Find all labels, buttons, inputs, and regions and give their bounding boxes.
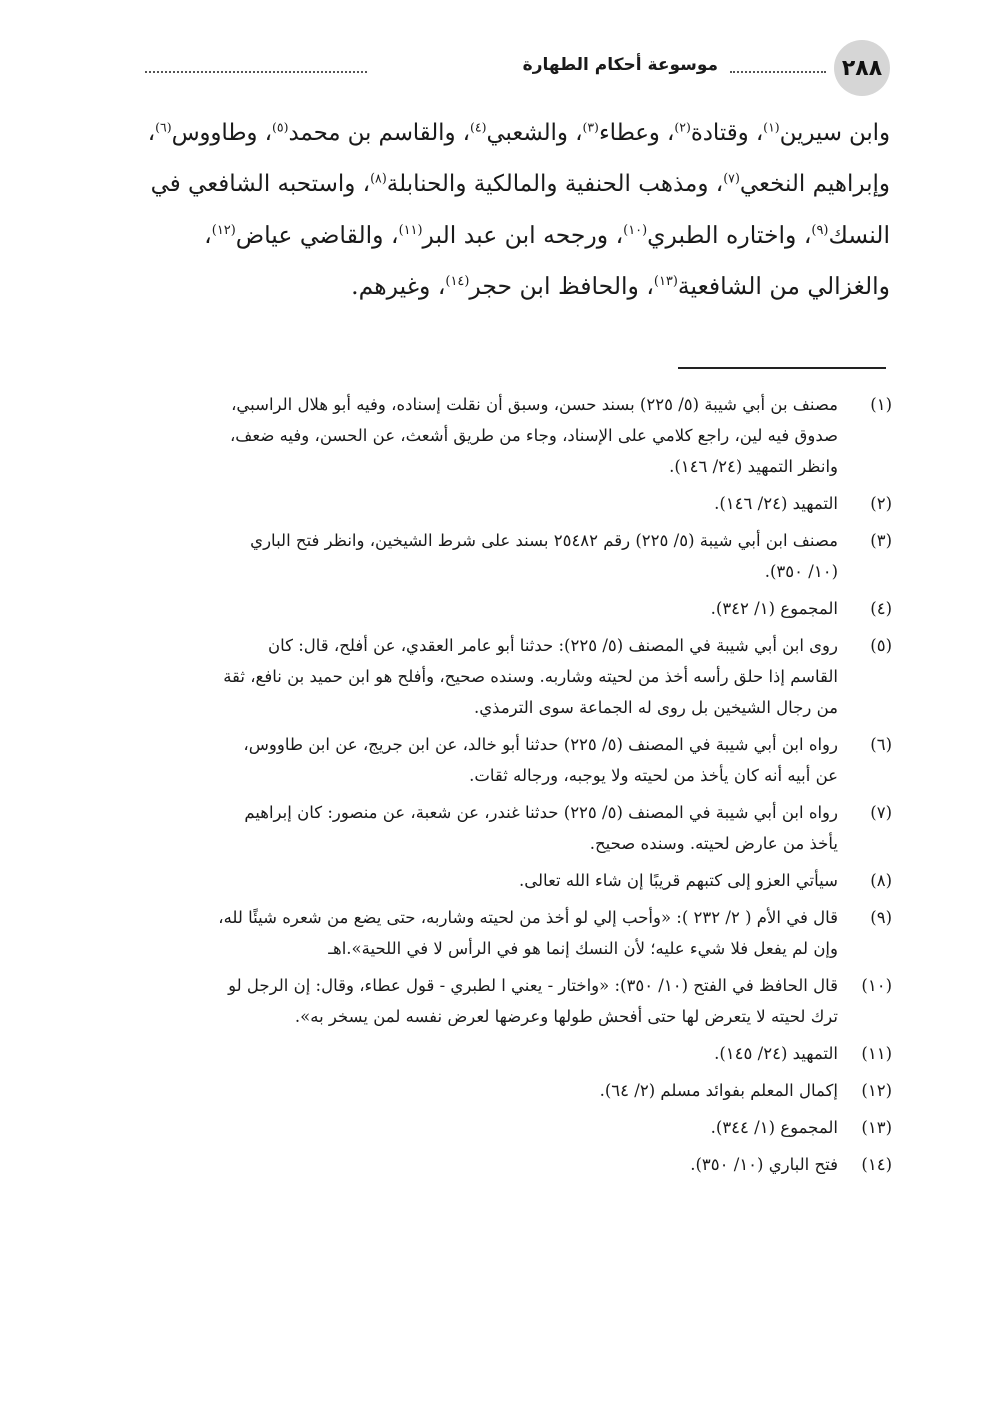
- footnote-text: [140, 1112, 838, 1143]
- footnote-line: وانظر التمهيد (٢٤/ ١٤٦).: [669, 457, 838, 476]
- footnote-number: (٣): [870, 531, 892, 550]
- footnotes: [140, 389, 892, 1186]
- footnote-text: [140, 797, 838, 859]
- footnote-text: [140, 488, 838, 519]
- footnote-item: [140, 1149, 892, 1180]
- footnote-line: التمهيد (٢٤/ ١٤٦).: [714, 494, 838, 513]
- footnote-number: (٩): [870, 908, 892, 927]
- footnote-number: (١٤): [861, 1155, 892, 1174]
- footnote-line: يأخذ من عارض لحيته. وسنده صحيح.: [589, 834, 838, 853]
- footnote-ref[interactable]: (٣): [582, 119, 599, 135]
- header-dotted-rule-left: [145, 71, 367, 73]
- text-run: ، وطاووس: [171, 120, 272, 146]
- main-text: [145, 108, 890, 312]
- footnote-number: (١٣): [861, 1118, 892, 1137]
- footnote-text: [140, 1038, 838, 1069]
- footnote-separator: [678, 367, 886, 369]
- footnote-ref[interactable]: (٨): [370, 170, 387, 186]
- footnote-item: [140, 389, 892, 482]
- footnote-item: [140, 902, 892, 964]
- footnote-item: [140, 865, 892, 896]
- footnote-ref[interactable]: (١): [763, 119, 780, 135]
- footnote-item: [140, 525, 892, 587]
- text-run: والغزالي من الشافعية: [677, 272, 890, 300]
- footnote-line: صدوق فيه لين، راجع كلامي على الإسناد، وجاء من طريق أشعث، عن الحسن، وفيه ضعف،: [229, 426, 838, 445]
- footnote-item: [140, 593, 892, 624]
- footnote-line: روى ابن أبي شيبة في المصنف (٥/ ٢٢٥): حدثنا أبو عامر العقدي، عن أفلح، قال: كان: [267, 636, 838, 655]
- footnote-text: [140, 1075, 838, 1106]
- text-run: وابن سيرين: [779, 120, 890, 146]
- footnote-item: [140, 1112, 892, 1143]
- footnote-line: وإن لم يفعل فلا شيء عليه؛ لأن النسك إنما هو في الرأس لا في اللحية».اهـ: [328, 939, 838, 958]
- text-run: ،: [147, 120, 156, 146]
- footnote-item: [140, 1075, 892, 1106]
- footnote-text: [140, 970, 838, 1032]
- footnote-line: إكمال المعلم بفوائد مسلم (٢/ ٦٤).: [599, 1081, 838, 1100]
- main-text-line: [145, 210, 890, 261]
- footnote-number: (٨): [870, 871, 892, 890]
- text-run: ، والحافظ ابن حجر: [469, 272, 654, 300]
- text-run: وإبراهيم النخعي: [739, 171, 890, 197]
- footnote-ref[interactable]: (١٤): [445, 274, 470, 290]
- footnote-line: قال في الأم ( ٢/ ٢٣٢ ): «وأحب إلي لو أخذ من لحيته وشاربه، حتى يضع من شعره شيئًا لله،: [218, 908, 838, 927]
- footnote-item: [140, 630, 892, 723]
- text-run: ،: [204, 221, 212, 249]
- footnote-text: [140, 630, 838, 723]
- footnote-line: عن أبيه أنه كان يأخذ من لحيته ولا يوجبه، ورجاله ثقات.: [469, 766, 838, 785]
- footnote-line: من رجال الشيخين بل روى له الجماعة سوى الترمذي.: [474, 698, 838, 717]
- text-run: ، وقتادة: [690, 120, 764, 146]
- text-run: ، ورجحه ابن عبد البر: [422, 221, 624, 249]
- footnote-item: [140, 729, 892, 791]
- footnote-number: (٢): [870, 494, 892, 513]
- footnote-ref[interactable]: (١٢): [211, 223, 236, 239]
- main-text-line: [145, 159, 890, 210]
- footnote-line: مصنف ابن أبي شيبة (٥/ ٢٢٥) رقم ٢٥٤٨٢ بسند على شرط الشيخين، وانظر فتح الباري: [250, 531, 838, 550]
- footnote-number: (٤): [870, 599, 892, 618]
- footnote-ref[interactable]: (٧): [723, 170, 740, 186]
- footnote-line: قال الحافظ في الفتح (١٠/ ٣٥٠): «واختار - يعني ا لطبري - قول عطاء، وقال: إن الرجل لو: [228, 976, 838, 995]
- text-run: ، والقاضي عياض: [235, 221, 399, 249]
- footnote-number: (٧): [870, 803, 892, 822]
- header-dotted-rule-right: [730, 71, 826, 73]
- text-run: ، والقاسم بن محمد: [288, 120, 471, 146]
- footnote-item: [140, 1038, 892, 1069]
- footnote-number: (١٠): [861, 976, 892, 995]
- footnote-line: رواه ابن أبي شيبة في المصنف (٥/ ٢٢٥) حدثنا أبو خالد، عن ابن جريج، عن ابن طاووس،: [243, 735, 838, 754]
- footnote-text: [140, 1149, 838, 1180]
- footnote-number: (٥): [870, 636, 892, 655]
- main-text-line: [145, 261, 890, 312]
- footnote-text: [140, 593, 838, 624]
- footnote-number: (٦): [870, 735, 892, 754]
- text-run: ، ومذهب الحنفية والمالكية والحنابلة: [386, 171, 724, 197]
- footnote-line: سيأتي العزو إلى كتبهم قريبًا إن شاء الله تعالى.: [519, 871, 838, 890]
- footnote-ref[interactable]: (٥): [271, 119, 289, 135]
- footnote-line: مصنف بن أبي شيبة (٥/ ٢٢٥) بسند حسن، وسبق أن نقلت إسناده، وفيه أبو هلال الراسبي،: [231, 395, 838, 414]
- running-title: موسوعة أحكام الطهارة: [513, 55, 728, 75]
- footnote-line: القاسم إذا حلق رأسه أخذ من لحيته وشاربه. وسنده صحيح، وأفلح هو ابن حميد بن نافع، ثقة: [223, 667, 838, 686]
- footnote-text: [140, 389, 838, 482]
- footnote-ref[interactable]: (١٠): [623, 223, 648, 239]
- footnote-text: [140, 865, 838, 896]
- footnote-ref[interactable]: (٦): [155, 119, 172, 135]
- footnote-line: ترك لحيته لا يتعرض لها حتى أفحش طولها وعرضها لعرض نفسه لمن يسخر به».: [294, 1007, 838, 1026]
- footnote-line: المجموع (١/ ٣٤٤).: [710, 1118, 838, 1137]
- footnote-text: [140, 729, 838, 791]
- page-number-badge: ٢٨٨: [834, 40, 890, 96]
- footnote-text: [140, 525, 838, 587]
- footnote-item: [140, 797, 892, 859]
- footnote-line: فتح الباري (١٠/ ٣٥٠).: [690, 1155, 838, 1174]
- text-run: ، والشعبي: [486, 120, 583, 146]
- footnote-number: (١): [870, 395, 892, 414]
- footnote-number: (١١): [861, 1044, 892, 1063]
- footnote-line: التمهيد (٢٤/ ١٤٥).: [714, 1044, 838, 1063]
- text-run: ، وغيرهم.: [351, 272, 446, 300]
- footnote-line: (١٠/ ٣٥٠).: [764, 562, 838, 581]
- footnote-ref[interactable]: (١١): [398, 223, 423, 239]
- text-run: ، واختاره الطبري: [647, 221, 812, 249]
- footnote-text: [140, 902, 838, 964]
- footnote-line: المجموع (١/ ٣٤٢).: [710, 599, 838, 618]
- footnote-line: رواه ابن أبي شيبة في المصنف (٥/ ٢٢٥) حدثنا غندر، عن شعبة، عن منصور: كان إبراهيم: [244, 803, 838, 822]
- footnote-ref[interactable]: (٩): [811, 223, 829, 239]
- footnote-item: [140, 488, 892, 519]
- footnote-item: [140, 970, 892, 1032]
- page-header: [145, 40, 890, 102]
- footnote-number: (١٢): [861, 1081, 892, 1100]
- footnote-ref[interactable]: (١٣): [653, 274, 678, 290]
- text-run: ، واستحبه الشافعي في: [150, 171, 371, 197]
- main-text-line: [145, 108, 890, 159]
- footnote-ref[interactable]: (٤): [470, 119, 487, 135]
- text-run: النسك: [828, 221, 890, 249]
- footnote-ref[interactable]: (٢): [674, 119, 691, 135]
- text-run: ، وعطاء: [598, 120, 675, 146]
